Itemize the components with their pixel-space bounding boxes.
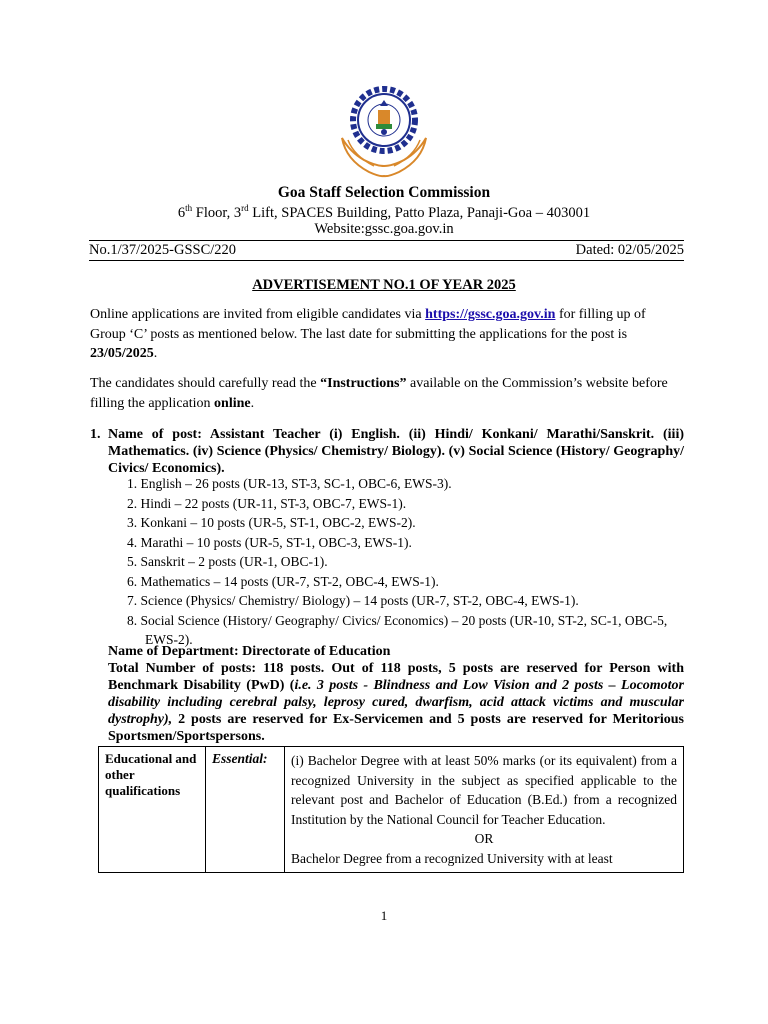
header-rule-bottom — [89, 260, 684, 261]
department-line: Name of Department: Directorate of Education — [108, 644, 391, 659]
list-item: 6. Mathematics – 14 posts (UR-7, ST-2, OBC-4, EWS-1). — [127, 573, 439, 589]
gssc-website-link[interactable]: https://gssc.goa.gov.in — [425, 307, 556, 322]
qualifications-table — [98, 746, 684, 873]
qualifications-text: (i) Bachelor Degree with at least 50% marks (or its equivalent) from a recognized University in the subject as specified applicable to the relevant post and Bachelor of Education (B.Ed.) from a recognized Institution by the National Council for Teacher Education. OR Bachelor Degree from a recognized University with at least — [285, 747, 684, 873]
gssc-emblem-icon — [334, 80, 434, 180]
reference-number: No.1/37/2025-GSSC/220 — [89, 242, 237, 258]
org-website: Website:gssc.goa.gov.in — [314, 221, 454, 237]
list-item: 8. Social Science (History/ Geography/ Civics/ Economics) – 20 posts (UR-10, ST-2, SC-1, OBC-5, EWS-2). — [127, 612, 668, 647]
list-item: 4. Marathi – 10 posts (UR-5, ST-1, OBC-3, EWS-1). — [127, 534, 412, 550]
department-block — [108, 643, 684, 745]
instructions-paragraph: The candidates should carefully read the “Instructions” available on the Commission’s website before filling the application online. — [90, 376, 668, 411]
reference-date: Dated: 02/05/2025 — [575, 242, 684, 258]
post-heading: 1. Name of post: Assistant Teacher (i) English. (ii) Hindi/ Konkani/ Marathi/Sanskrit. (iii) Mathematics. (iv) Science (Physics/ Chemistry/ Biology). (v) Social Science (History/ Geography/ Civics/ Economics). — [90, 427, 684, 476]
list-item: 3. Konkani – 10 posts (UR-5, ST-1, OBC-2, EWS-2). — [127, 515, 416, 530]
table-row — [99, 747, 684, 873]
header-rule-top — [89, 240, 684, 241]
intro-paragraph: Online applications are invited from eligible candidates via https://gssc.goa.gov.in for filling up of Group ‘C’ posts as mentioned below. The last date for submitting the applications for the post is 23/05/2025. — [90, 307, 646, 361]
org-name: Goa Staff Selection Commission — [277, 184, 491, 201]
page-number: 1 — [380, 908, 388, 923]
org-address: 6th Floor, 3rd Lift, SPACES Building, Patto Plaza, Panaji-Goa – 403001 — [177, 203, 591, 221]
total-posts-paragraph: Total Number of posts: 118 posts. Out of 118 posts, 5 posts are reserved for Person with Benchmark Disability (PwD) (i.e. 3 posts - Blindness and Low Vision and 2 posts – Locomotor disability including cerebral palsy, leprosy cured, dwarfism, acid attack victims and muscular dystrophy), 2 posts are reserved for Ex-Servicemen and 5 posts are reserved for Meritorious Sportsmen/Sportspersons. — [108, 661, 685, 744]
list-item: 7. Science (Physics/ Chemistry/ Biology) – 14 posts (UR-7, ST-2, OBC-4, EWS-1). — [127, 593, 579, 608]
qualifications-type: Essential: — [206, 747, 285, 873]
qualifications-label: Educational and other qualifications — [99, 747, 206, 873]
advertisement-title: ADVERTISEMENT NO.1 OF YEAR 2025 — [252, 277, 516, 293]
list-item: 5. Sanskrit – 2 posts (UR-1, OBC-1). — [127, 554, 328, 569]
list-item: 1. English – 26 posts (UR-13, ST-3, SC-1, OBC-6, EWS-3). — [127, 476, 452, 491]
list-item: 2. Hindi – 22 posts (UR-11, ST-3, OBC-7, EWS-1). — [127, 495, 407, 511]
post-breakdown-list — [127, 474, 684, 650]
reference-row — [89, 242, 684, 259]
